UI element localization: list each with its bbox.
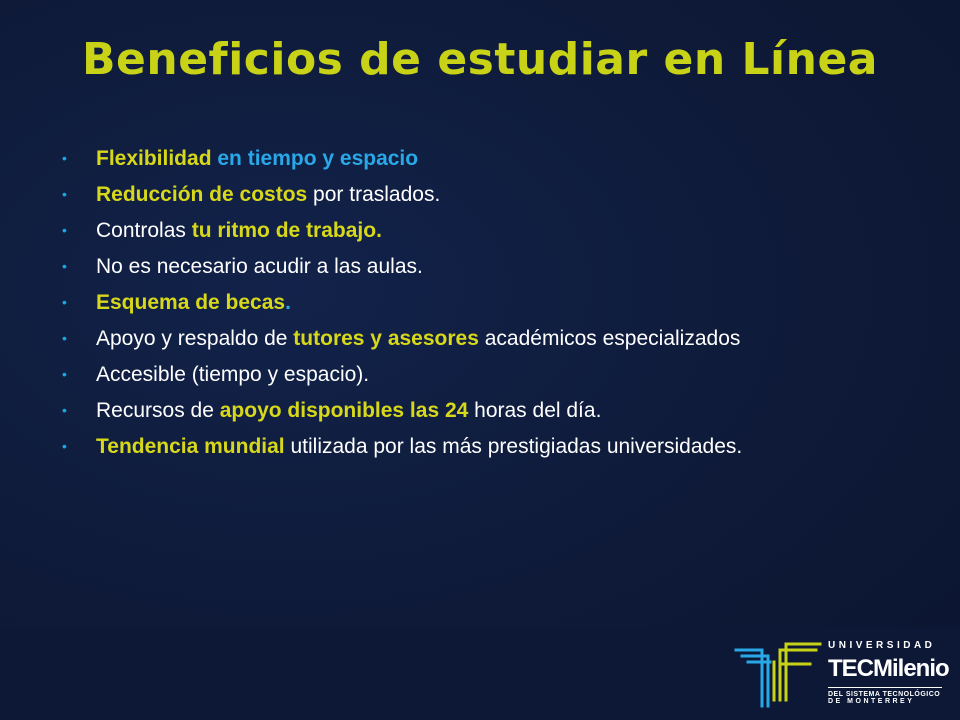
bullet-text-segment: Flexibilidad xyxy=(96,147,218,170)
slide-title: Beneficios de estudiar en Línea xyxy=(82,34,878,85)
bullet-dot-icon: • xyxy=(62,402,67,418)
logo-tec: TEC xyxy=(828,655,873,682)
bullet-text-segment: horas del día. xyxy=(468,399,602,422)
bullet-item xyxy=(62,290,882,315)
bullet-text-segment: académicos especializados xyxy=(478,327,741,350)
bullet-text-segment: en tiempo y espacio xyxy=(217,147,419,170)
logo-milenio: Milenio xyxy=(873,655,949,682)
bullet-item xyxy=(62,182,882,207)
bullet-list xyxy=(62,146,882,470)
bullet-dot-icon: • xyxy=(62,186,67,202)
bullet-item xyxy=(62,398,882,423)
bullet-item xyxy=(62,362,882,387)
bullet-text-segment: utilizada por las más prestigiadas universidades. xyxy=(284,435,743,458)
university-logo xyxy=(732,636,949,716)
bullet-text-segment: . xyxy=(285,291,291,314)
bullet-dot-icon: • xyxy=(62,366,67,382)
bullet-text-segment: Accesible (tiempo y espacio). xyxy=(96,363,370,386)
bullet-dot-icon: • xyxy=(62,150,67,166)
bullet-dot-icon: • xyxy=(62,294,67,310)
bullet-text-segment: tutores y asesores xyxy=(293,327,479,350)
bullet-item xyxy=(62,218,882,243)
bullet-text-segment: por traslados. xyxy=(307,183,441,206)
logo-wordmark xyxy=(828,640,949,705)
bullet-text-segment: apoyo disponibles las 24 xyxy=(219,399,469,422)
bullet-text-segment: Esquema de becas xyxy=(96,291,286,314)
bullet-item xyxy=(62,326,882,351)
bullet-text-segment: Controlas xyxy=(96,219,192,242)
bullet-text-segment: Apoyo y respaldo de xyxy=(96,327,294,350)
logo-line-monterrey: DE MONTERREY xyxy=(828,698,915,705)
bullet-dot-icon: • xyxy=(62,438,67,454)
bullet-text-segment: No es necesario acudir a las aulas. xyxy=(96,255,423,278)
bullet-item xyxy=(62,146,882,171)
tecmilenio-logo-icon xyxy=(732,636,824,714)
bullet-text-segment: Reducción de costos xyxy=(96,183,308,206)
bullet-dot-icon: • xyxy=(62,222,67,238)
logo-line-universidad: UNIVERSIDAD xyxy=(828,640,936,651)
bullet-dot-icon: • xyxy=(62,330,67,346)
bullet-text-segment: tu ritmo de trabajo. xyxy=(191,219,382,242)
bullet-item xyxy=(62,254,882,279)
bullet-dot-icon: • xyxy=(62,258,67,274)
logo-line-tecmilenio xyxy=(828,655,949,683)
bullet-item xyxy=(62,434,882,459)
logo-line-sistema: DEL SISTEMA TECNOLÓGICO xyxy=(828,687,942,698)
bullet-text-segment: Recursos de xyxy=(96,399,220,422)
bullet-text-segment: Tendencia mundial xyxy=(96,435,285,458)
